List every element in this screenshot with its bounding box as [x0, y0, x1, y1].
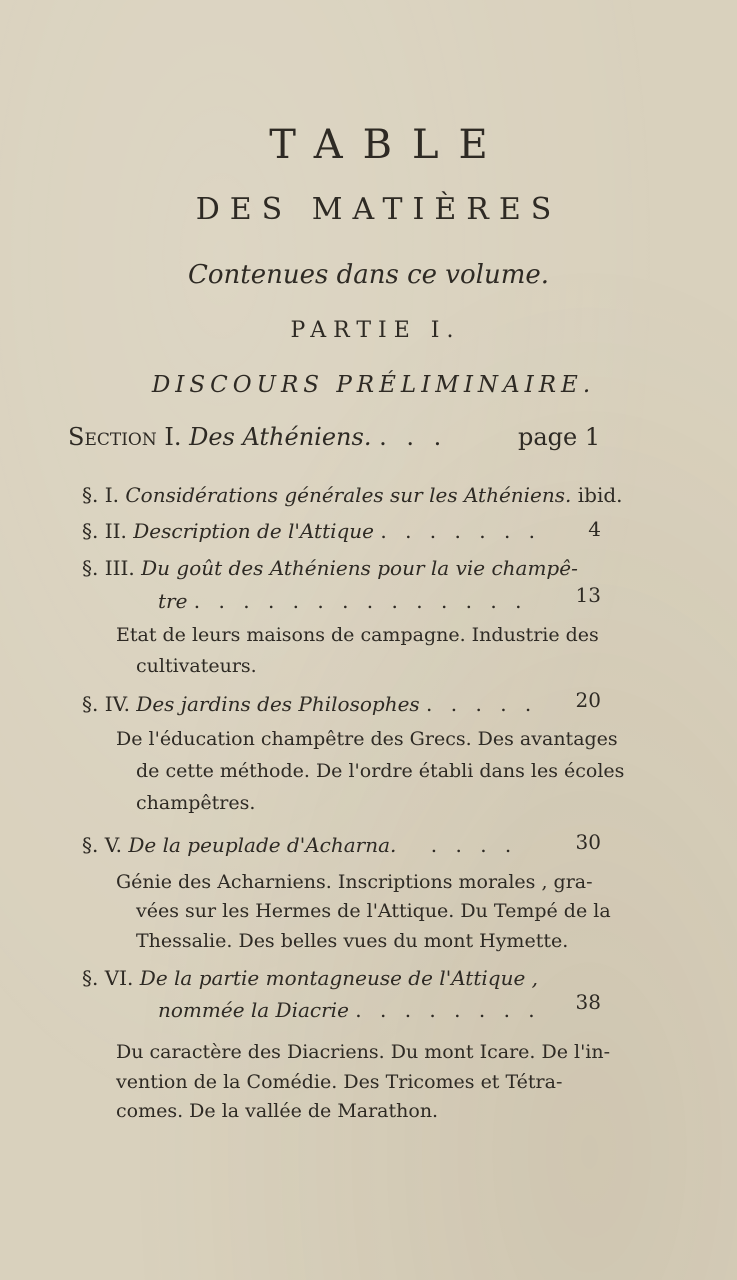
entry-page: 20 — [575, 688, 601, 712]
entry-number: §. IV. — [82, 692, 130, 716]
entry-title: De la partie montagneuse de l'Attique , — [139, 966, 538, 990]
entry-page: ibid. — [577, 483, 623, 507]
toc-entry — [82, 833, 517, 857]
entry-dots: . . . . — [430, 833, 518, 857]
section-dots: . . . — [379, 423, 448, 451]
entry-description: Génie des Acharniens. Inscriptions morales , gra- — [116, 871, 593, 893]
entry-description: comes. De la vallée de Marathon. — [116, 1100, 439, 1122]
entry-description: champêtres. — [136, 792, 256, 814]
entry-title: Description de l'Attique — [133, 519, 375, 543]
entry-description: vention de la Comédie. Des Tricomes et Tétra- — [116, 1071, 563, 1093]
entry-dots: . . . . . . . . . . . . . . — [193, 589, 528, 613]
toc-entry — [82, 519, 541, 543]
toc-entry — [82, 692, 537, 716]
entry-description: cultivateurs. — [136, 655, 257, 677]
entry-page: 4 — [588, 517, 601, 541]
entry-number: §. VI. — [82, 966, 134, 990]
toc-entry-continued — [158, 998, 541, 1022]
section-heading — [68, 423, 601, 451]
entry-number: §. II. — [82, 519, 127, 543]
entry-title: Considérations générales sur les Athéniens. — [125, 483, 572, 507]
entry-number: §. III. — [82, 556, 135, 580]
part-heading: PARTIE I. — [290, 318, 461, 343]
entry-dots: . . . . . . . . — [355, 998, 541, 1022]
entry-description: vées sur les Hermes de l'Attique. Du Tempé de la — [136, 900, 611, 922]
section-title: Des Athéniens. — [189, 423, 372, 451]
entry-description: Thessalie. Des belles vues du mont Hymette. — [136, 930, 569, 952]
entry-dots: . . . . . — [426, 692, 538, 716]
contents-note: Contenues dans ce volume. — [187, 260, 550, 290]
entry-page: 30 — [575, 830, 601, 854]
section-label: Section I. — [68, 423, 182, 451]
entry-description: de cette méthode. De l'ordre établi dans les écoles — [136, 760, 625, 782]
entry-title: Des jardins des Philosophes — [136, 692, 420, 716]
toc-entry-continued — [158, 589, 527, 613]
entry-dots: . . . . . . . — [380, 519, 542, 543]
entry-title-continued: tre — [158, 589, 188, 613]
entry-description: Etat de leurs maisons de campagne. Industrie des — [116, 624, 599, 646]
entry-number: §. I. — [82, 483, 119, 507]
discourse-heading: DISCOURS PRÉLIMINAIRE. — [151, 372, 596, 398]
entry-title: Du goût des Athéniens pour la vie champê- — [141, 556, 578, 580]
toc-entry — [82, 483, 623, 507]
toc-entry — [82, 556, 578, 580]
page-title: TABLE — [269, 122, 508, 168]
page-subtitle: DES MATIÈRES — [195, 192, 562, 227]
entry-title: De la peuplade d'Acharna. — [128, 833, 397, 857]
entry-description: Du caractère des Diacriens. Du mont Icare. De l'in- — [116, 1041, 611, 1063]
entry-page: 13 — [575, 583, 601, 607]
entry-number: §. V. — [82, 833, 123, 857]
entry-page: 38 — [575, 990, 601, 1014]
toc-entry — [82, 966, 538, 990]
entry-title-continued: nommée la Diacrie — [158, 998, 349, 1022]
entry-description: De l'éducation champêtre des Grecs. Des avantages — [116, 728, 618, 750]
section-page: page 1 — [518, 423, 601, 451]
